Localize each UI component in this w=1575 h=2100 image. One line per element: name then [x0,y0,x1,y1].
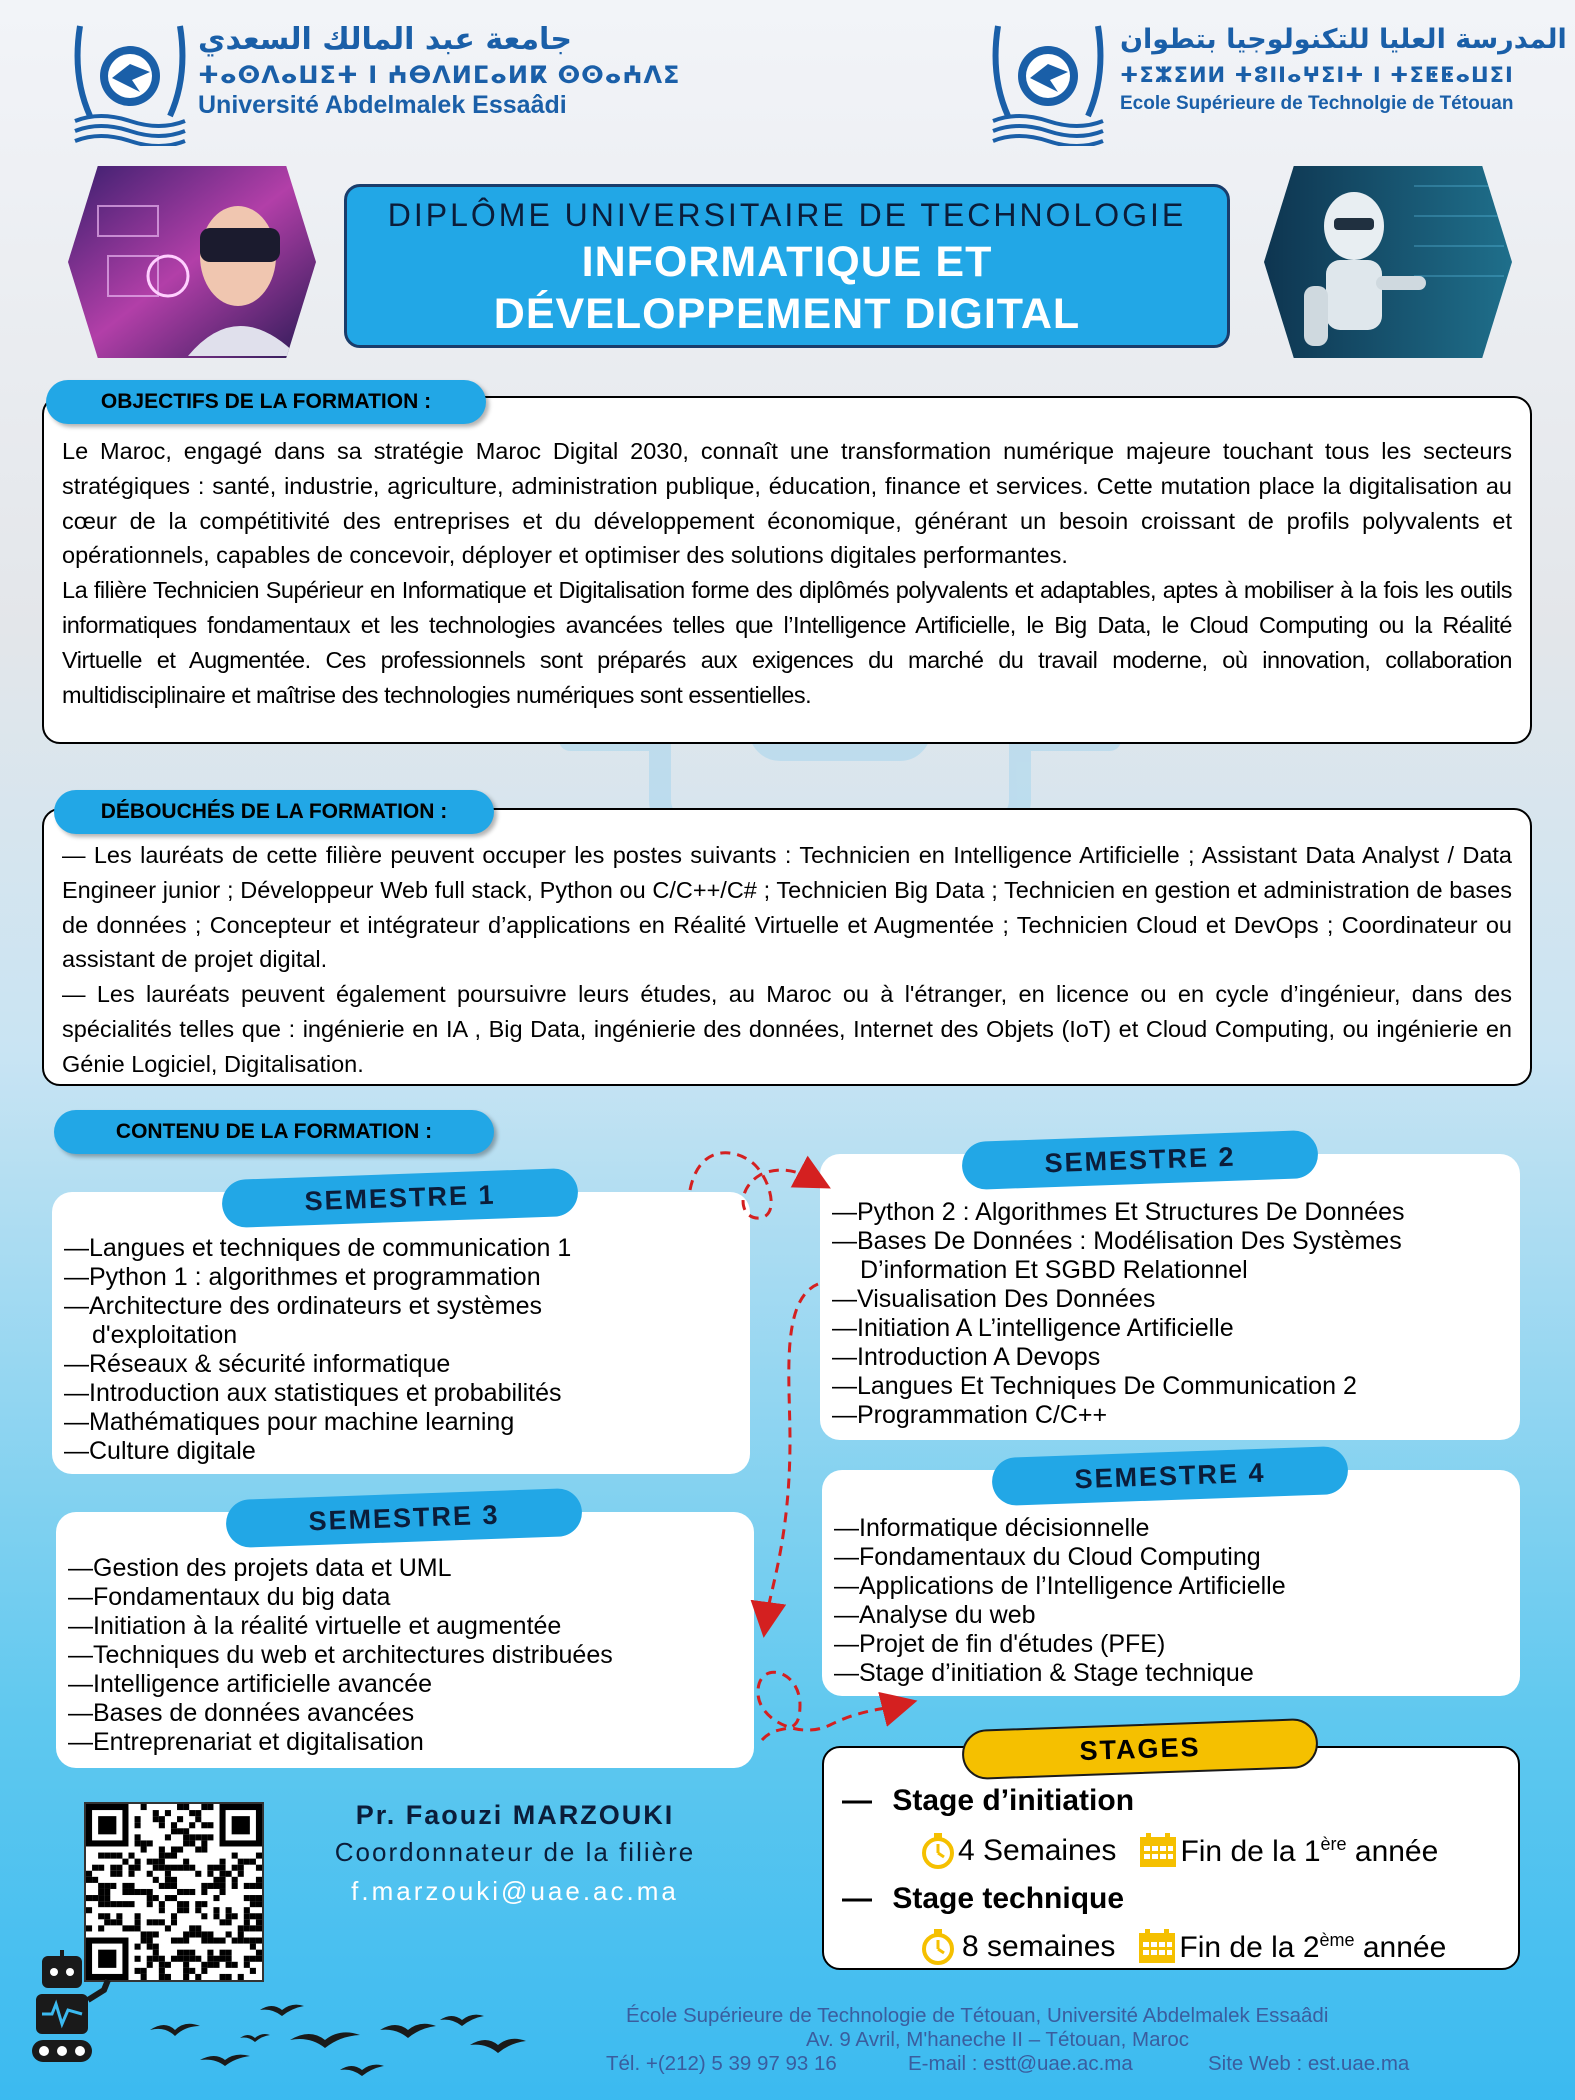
objectifs-paragraph-2: La filière Technicien Supérieur en Informatique et Digitalisation forme des diplômés polyvalents et adaptables, aptes à mobiliser à la fois les outils informatiques fondamentaux et les technologies avancées telles que l’Intelligence Artificielle, le Big Data, le Cloud Computing ou la Réalité Virtuelle et Augmentée. Ces professionnels sont préparés aux exigences du marché du travail moderne, où innovation, collaboration multidisciplinaire et maîtrise des technologies numériques sont essentielles. [62,577,1512,708]
objectifs-paragraph-1: Le Maroc, engagé dans sa stratégie Maroc Digital 2030, connaît une transformation numérique majeure touchant tous les secteurs stratégiques : santé, industrie, agriculture, administration publique, éducation, finance et services. Cette mutation place la digitalisation au cœur de la compétitivité des entreprises et du développement économique, générant un besoin croissant de profils polyvalents et opérationnels, capables de concevoir, déployer et optimiser des solutions digitales performantes. [62,438,1512,569]
course-item: —Python 2 : Algorithmes Et Structures De Données [832,1198,1405,1226]
coordinator-role: Coordonnateur de la filière [334,1837,696,1867]
debouches-paragraph-2: — Les lauréats peuvent également poursuivre leurs études, au Maroc ou à l'étranger, en licence ou en cycle d’ingénieur, dans des spécialités telles que : ingénierie en IA , Big Data, ingénierie des données, Internet des Objets (IoT) et Cloud Computing, ou ingénierie en Génie Logiciel, Digitalisation. [62,981,1512,1077]
course-item: —Applications de l’Intelligence Artificielle [834,1572,1286,1600]
course-item: D’information Et SGBD Relationnel [860,1256,1248,1284]
est-arabic-name: المدرسة العليا للتكنولوجيا بتطوان [1120,24,1567,55]
course-item: —Langues et techniques de communication 1 [64,1234,572,1262]
stage-initiation-details [920,1832,1438,1870]
course-item: —Informatique décisionnelle [834,1514,1150,1542]
semestre-1-title: SEMESTRE 1 [221,1168,578,1228]
stages-box [822,1746,1520,1970]
calendar-icon [1138,1833,1178,1869]
stage-technique-when: Fin de la 2ème année [1179,1929,1447,1964]
course-item: —Langues Et Techniques De Communication 2 [832,1372,1357,1400]
course-item: —Analyse du web [834,1601,1036,1629]
program-title-line2: DÉVELOPPEMENT DIGITAL [493,290,1081,338]
course-item: —Mathématiques pour machine learning [64,1408,515,1436]
course-item: —Architecture des ordinateurs et systèmes [64,1292,542,1320]
semestre-3-title: SEMESTRE 3 [225,1488,582,1548]
contenu-label: CONTENU DE LA FORMATION : [54,1110,494,1154]
objectifs-label: OBJECTIFS DE LA FORMATION : [46,380,486,424]
coordinator-block [300,1800,730,1907]
debouches-paragraph-1: — Les lauréats de cette filière peuvent occuper les postes suivants : Technicien en Intelligence Artificielle ; Assistant Data Analyst / Data Engineer junior ; Développeur Web full stack, Python ou C/C++/C# ; Technicien Big Data ; Technicien en gestion et administration de bases de données ; Concepteur et intégrateur d’applications en Réalité Virtuelle et Augmentée ; Technicien Cloud et DevOps ; Coordinateur ou assistant de projet digital. [62,842,1512,973]
uae-tifinagh-name: ⵜⴰⵙⴷⴰⵡⵉⵜ ⵏ ⵄⴱⴷⵍⵎⴰⵍⴽ ⵙⵙⴰⵄⴷⵉ [198,61,681,89]
course-item: —Initiation à la réalité virtuelle et augmentée [68,1612,562,1640]
course-item: —Entreprenariat et digitalisation [68,1728,424,1756]
robot-icon [22,1950,112,2070]
stage-initiation-name: Stage d’initiation [892,1784,1135,1817]
course-item: —Projet de fin d'études (PFE) [834,1630,1166,1658]
course-item: —Introduction A Devops [832,1343,1101,1371]
course-item: —Réseaux & sécurité informatique [64,1350,451,1378]
qr-code-icon [86,1804,262,1980]
est-tifinagh-name: ⵜⵉⵣⵉⵍⵍ ⵜⵓⵏⵏⴰⵖⵉⵏⵜ ⵏ ⵜⵉⵟⵟⴰⵡⵉⵏ [1120,63,1514,87]
footer-website[interactable]: Site Web : est.uae.ma [1208,2052,1410,2075]
footer-email[interactable]: E-mail : estt@uae.ac.ma [908,2052,1133,2075]
stage-technique-name: Stage technique [892,1882,1125,1915]
course-item: —Culture digitale [64,1437,256,1465]
course-item: —Techniques du web et architectures distribuées [68,1641,613,1669]
course-item: —Initiation A L’intelligence Artificielle [832,1314,1234,1342]
stage-initiation-duration: 4 Semaines [958,1834,1117,1867]
calendar-icon [1137,1929,1177,1965]
footer-address: Av. 9 Avril, M'haneche II – Tétouan, Maroc [806,2028,1189,2051]
course-item: —Introduction aux statistiques et probabilités [64,1379,562,1407]
stage-technique-details [920,1928,1446,1966]
stopwatch-icon [920,1928,956,1966]
uae-french-name: Université Abdelmalek Essaâdi [198,91,567,119]
semestre-2-title: SEMESTRE 2 [961,1130,1318,1190]
course-item: —Stage d’initiation & Stage technique [834,1659,1254,1687]
course-item: —Bases De Données : Modélisation Des Systèmes [832,1227,1402,1255]
program-title-line1: INFORMATIQUE ET [581,238,993,286]
course-item: d'exploitation [92,1321,238,1349]
dash: — [842,1882,872,1915]
course-item: —Intelligence artificielle avancée [68,1670,433,1698]
stage-technique-duration: 8 semaines [962,1930,1116,1963]
course-item: —Bases de données avancées [68,1699,415,1727]
est-french-name: Ecole Supérieure de Technolgie de Tétouan [1120,93,1514,114]
dash: — [842,1784,872,1817]
coordinator-name: Pr. Faouzi MARZOUKI [355,1800,675,1830]
debouches-label: DÉBOUCHÉS DE LA FORMATION : [54,790,494,834]
stage-initiation-row [842,1784,1134,1818]
course-item: —Visualisation Des Données [832,1285,1156,1313]
coordinator-email[interactable]: f.marzouki@uae.ac.ma [351,1876,679,1906]
birds-icon [140,1990,580,2090]
course-item: —Gestion des projets data et UML [68,1554,452,1582]
stage-technique-row [842,1882,1124,1916]
stages-title: STAGES [961,1718,1319,1780]
stopwatch-icon [920,1832,956,1870]
semestre-4-title: SEMESTRE 4 [991,1446,1348,1506]
course-item: —Programmation C/C++ [832,1401,1108,1429]
stage-initiation-when: Fin de la 1ère année [1180,1833,1439,1868]
course-item: —Python 1 : algorithmes et programmation [64,1263,541,1291]
uae-arabic-name: جامعة عبد المالك السعدي [198,22,572,57]
course-item: —Fondamentaux du big data [68,1583,391,1611]
footer-phone: Tél. +(212) 5 39 97 93 16 [606,2052,837,2075]
course-item: —Fondamentaux du Cloud Computing [834,1543,1261,1571]
footer-institution: École Supérieure de Technologie de Tétouan, Université Abdelmalek Essaâdi [626,2004,1329,2027]
diploma-subtitle: DIPLÔME UNIVERSITAIRE DE TECHNOLOGIE [387,197,1187,233]
